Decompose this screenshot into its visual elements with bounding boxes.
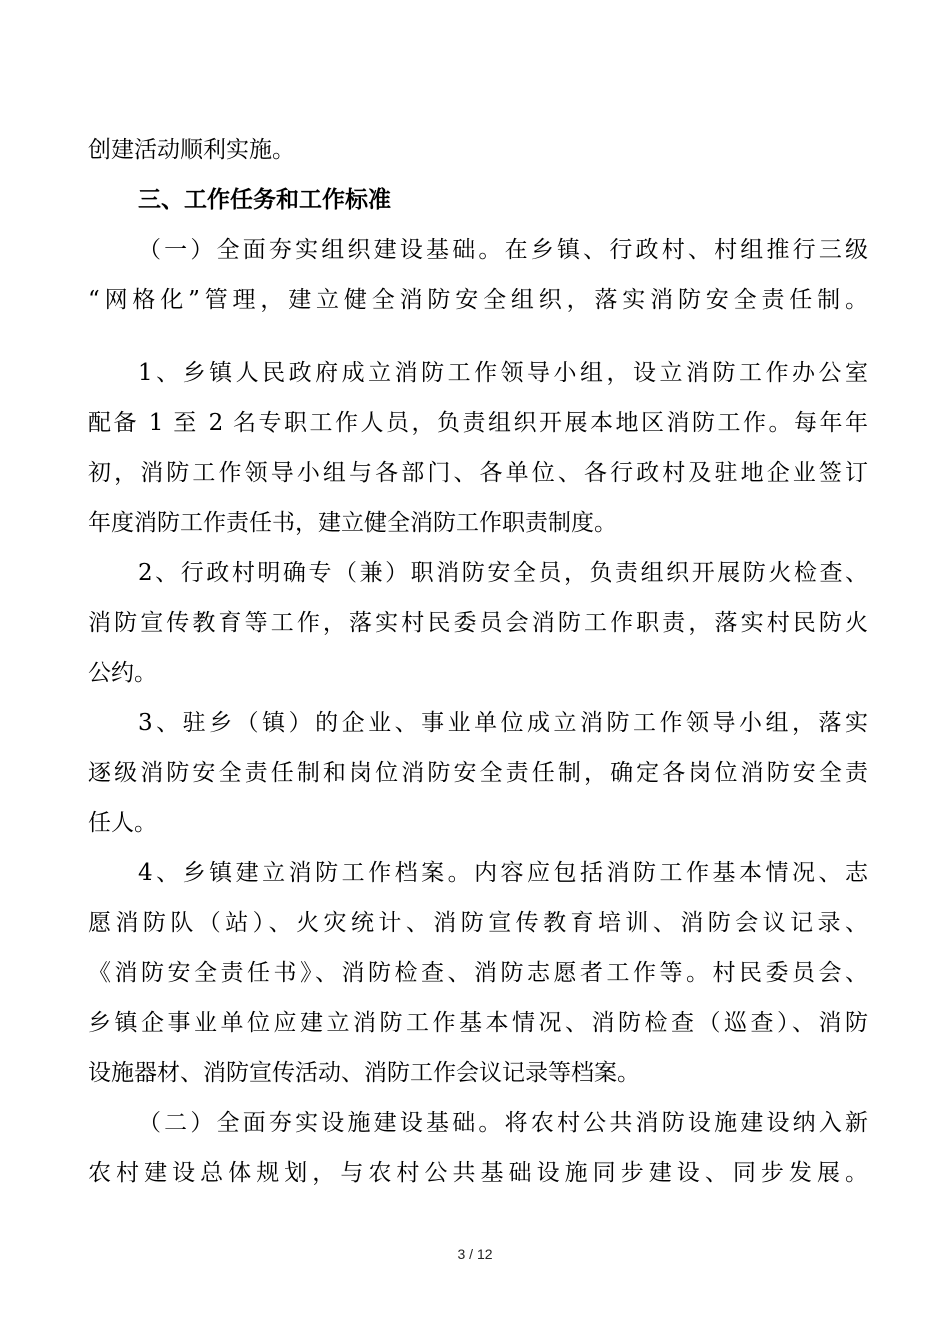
paragraph-line: 设施器材、消防宣传活动、消防工作会议记录等档案。 [88,1060,640,1086]
paragraph-line: 逐级消防安全责任制和岗位消防安全责任制，确定各岗位消防安全责 [88,760,868,786]
paragraph-line: 农村建设总体规划，与农村公共基础设施同步建设、同步发展。 [88,1160,868,1186]
paragraph-line: 任人。 [88,810,157,836]
paragraph-line: “网格化”管理，建立健全消防安全组织，落实消防安全责任制。 [88,287,868,313]
paragraph-line: （二）全面夯实设施建设基础。将农村公共消防设施建设纳入新 [138,1110,868,1136]
carryover-line: 创建活动顺利实施。 [88,137,295,163]
paragraph-line: 《消防安全责任书》、消防检查、消防志愿者工作等。村民委员会、 [88,960,868,986]
page-number: 3 / 12 [457,1246,493,1262]
paragraph-line: 4、乡镇建立消防工作档案。内容应包括消防工作基本情况、志 [138,860,868,886]
paragraph-line: 乡镇企事业单位应建立消防工作基本情况、消防检查（巡查）、消防 [88,1010,868,1036]
paragraph-line: 公约。 [88,660,157,686]
paragraph-line: 3、驻乡（镇）的企业、事业单位成立消防工作领导小组，落实 [138,710,868,736]
paragraph-line: 配备 1 至 2 名专职工作人员，负责组织开展本地区消防工作。每年年 [88,410,868,436]
paragraph-line: 消防宣传教育等工作，落实村民委员会消防工作职责，落实村民防火 [88,610,868,636]
section-heading: 三、工作任务和工作标准 [138,187,391,213]
paragraph-line: 愿消防队（站）、火灾统计、消防宣传教育培训、消防会议记录、 [88,910,868,936]
paragraph-line: 年度消防工作责任书，建立健全消防工作职责制度。 [88,510,617,536]
paragraph-line: （一）全面夯实组织建设基础。在乡镇、行政村、村组推行三级 [138,237,868,263]
paragraph-line: 1、乡镇人民政府成立消防工作领导小组，设立消防工作办公室 [138,360,868,386]
paragraph-line: 初，消防工作领导小组与各部门、各单位、各行政村及驻地企业签订 [88,460,868,486]
paragraph-line: 2、行政村明确专（兼）职消防安全员，负责组织开展防火检查、 [138,560,868,586]
